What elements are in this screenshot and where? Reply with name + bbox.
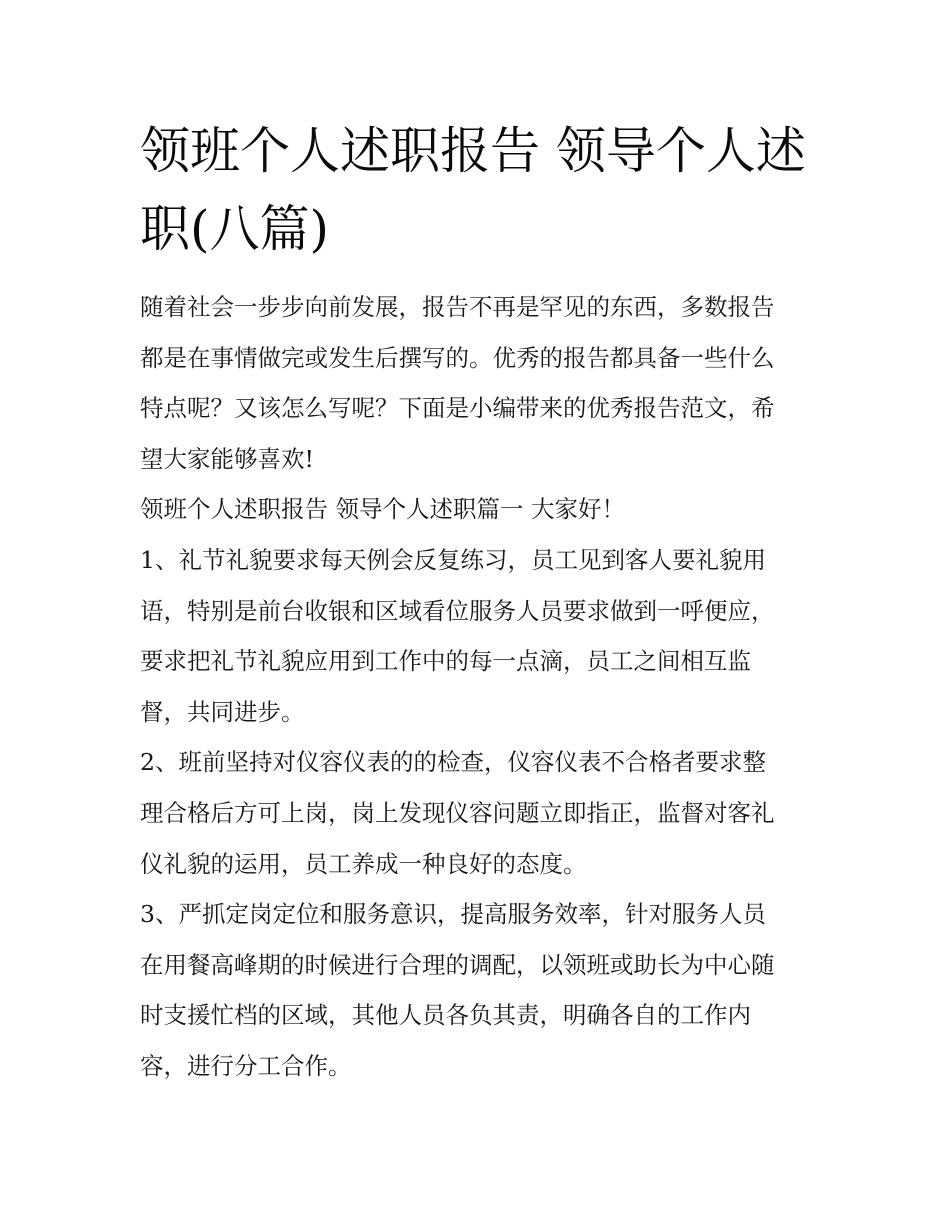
text-line: 1、礼节礼貌要求每天例会反复练习，员工见到客人要礼貌用 [140, 545, 766, 574]
text-line: 要求把礼节礼貌应用到工作中的每一点滴，员工之间相互监 [140, 647, 751, 676]
section-heading-paragraph [140, 484, 830, 535]
item-paragraph-3 [140, 889, 830, 1091]
text-line: 随着社会一步步向前发展，报告不再是罕见的东西，多数报告 [140, 293, 775, 321]
text-line: 语，特别是前台收银和区域看位服务人员要求做到一呼便应， [140, 596, 775, 625]
text-line: 都是在事情做完或发生后撰写的。优秀的报告都具备一些什么 [140, 343, 775, 372]
text-line: 3、严抓定岗定位和服务意识，提高服务效率，针对服务人员 [140, 900, 766, 929]
section-heading: 领班个人述职报告 领导个人述职篇一 大家好！ [140, 495, 625, 524]
text-line: 仪礼貌的运用，员工养成一种良好的态度。 [140, 849, 587, 878]
title-line: 领班个人述职报告 领导个人述 [140, 122, 806, 180]
text-line: 时支援忙档的区域，其他人员各负其责，明确各自的工作内 [140, 1001, 751, 1030]
item-paragraph-1 [140, 535, 830, 737]
intro-paragraph [140, 282, 830, 484]
title-line: 职(八篇) [140, 200, 330, 258]
text-line: 理合格后方可上岗，岗上发现仪容问题立即指正，监督对客礼 [140, 798, 775, 827]
item-paragraph-2 [140, 737, 830, 889]
text-line: 特点呢？又该怎么写呢？下面是小编带来的优秀报告范文，希 [140, 394, 775, 423]
document-title [140, 112, 820, 268]
document-body [140, 282, 830, 1092]
text-line: 望大家能够喜欢! [140, 444, 314, 473]
text-line: 2、班前坚持对仪容仪表的的检查，仪容仪表不合格者要求整 [140, 748, 766, 777]
text-line: 容，进行分工合作。 [140, 1051, 352, 1080]
text-line: 督，共同进步。 [140, 697, 305, 726]
text-line: 在用餐高峰期的时候进行合理的调配，以领班或助长为中心随 [140, 950, 775, 979]
